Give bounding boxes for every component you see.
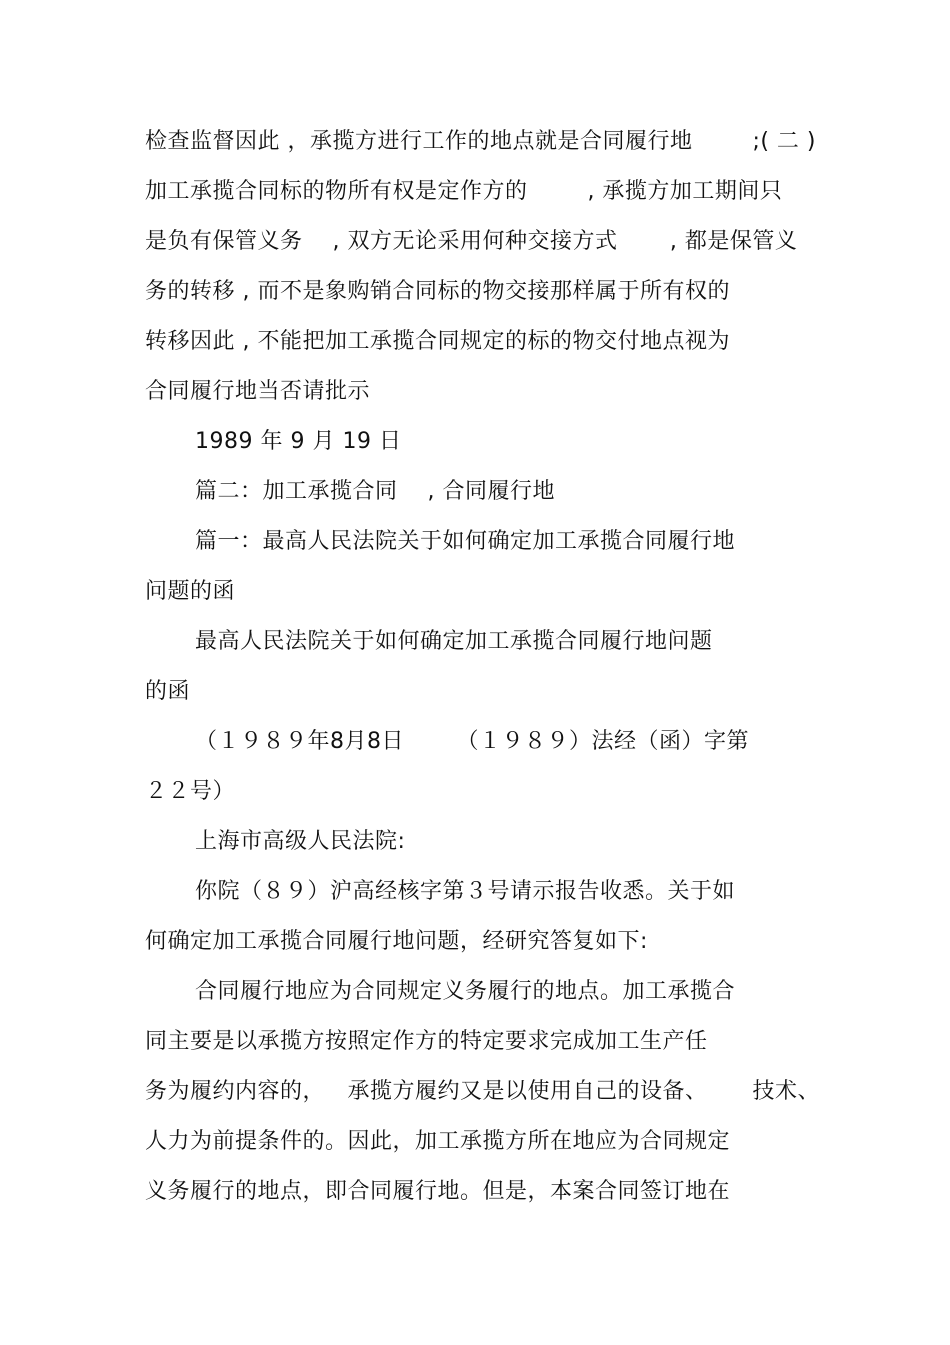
letter-addressee: 上海市高级人民法院: — [195, 829, 406, 854]
section-heading-continued: 问题的函 — [145, 579, 236, 604]
letter-reference: （１９８９年8月8日 （１９８９）法经（函）字第 — [195, 729, 749, 754]
body-text-line: 务的转移 , 而不是象购销合同标的物交接那样属于所有权的 — [145, 279, 730, 304]
body-text-line: 同主要是以承揽方按照定作方的特定要求完成加工生产任 — [145, 1029, 708, 1054]
body-text-line: 何确定加工承揽合同履行地问题，经研究答复如下: — [145, 929, 648, 954]
body-text-line: 加工承揽合同标的物所有权是定作方的 , 承揽方加工期间只 — [145, 179, 783, 204]
body-text-line: 是负有保管义务 , 双方无论采用何种交接方式 , 都是保管义 — [145, 229, 798, 254]
section-heading: 篇一：最高人民法院关于如何确定加工承揽合同履行地 — [195, 529, 736, 554]
body-text-line: 务为履约内容的， 承揽方履约又是以使用自己的设备、 技术、 — [145, 1079, 820, 1104]
letter-title: 最高人民法院关于如何确定加工承揽合同履行地问题 — [195, 629, 713, 654]
body-text-line: 义务履行的地点，即合同履行地。但是，本案合同签订地在 — [145, 1179, 731, 1204]
letter-reference-continued: ２２号） — [145, 779, 236, 804]
section-heading: 篇二：加工承揽合同 , 合同履行地 — [195, 479, 555, 504]
body-text-line: 检查监督因此 ，承揽方进行工作的地点就是合同履行地 ;( 二 ) — [145, 129, 817, 154]
date-line: 1989 年 9 月 19 日 — [195, 429, 402, 454]
body-text-line: 你院（８９）沪高经核字第３号请示报告收悉。关于如 — [195, 879, 736, 904]
body-text-line: 人力为前提条件的。因此，加工承揽方所在地应为合同规定 — [145, 1129, 731, 1154]
body-text-line: 合同履行地当否请批示 — [145, 379, 371, 404]
body-text-line: 合同履行地应为合同规定义务履行的地点。加工承揽合 — [195, 979, 736, 1004]
letter-title-continued: 的函 — [145, 679, 191, 704]
body-text-line: 转移因此 , 不能把加工承揽合同规定的标的物交付地点视为 — [145, 329, 730, 354]
